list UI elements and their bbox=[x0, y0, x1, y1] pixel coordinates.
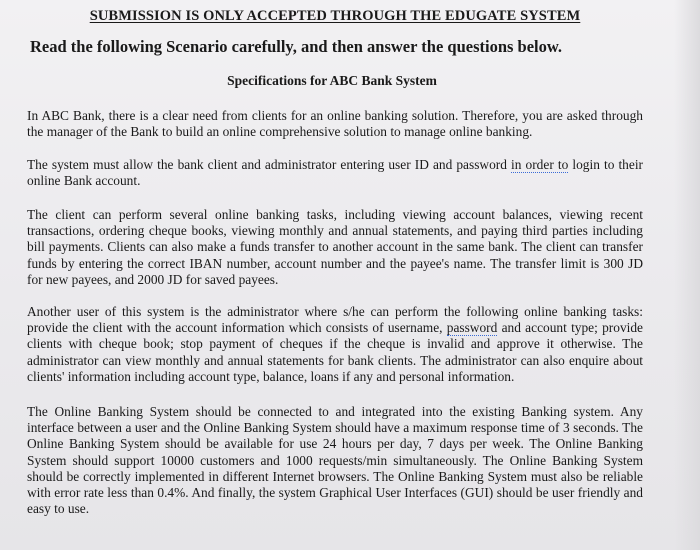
photo-edge-shadow bbox=[674, 0, 700, 550]
admin-text-end: and account type; provide clients with cheque book; stop payment of cheques if the cheque is invalid and approve it otherwise. The administrator can view monthly and annual statements for bank clients. The administrator can also enquire about clients' information including account type, balance, loans if any and personal information. bbox=[27, 320, 644, 384]
specifications-title: Specifications for ABC Bank System bbox=[227, 73, 437, 88]
paragraph-need: In ABC Bank, there is a clear need from clients for an online banking solution. Therefore, you are asked through the manager of the Bank to build an online comprehensive solution to manage online banking. bbox=[27, 108, 643, 140]
spellcheck-underline-word: password bbox=[446, 320, 498, 336]
instructions-heading: Read the following Scenario carefully, and then answer the questions below. bbox=[30, 37, 563, 56]
login-text-start: The system must allow the bank client and administrator entering user ID and password bbox=[27, 157, 512, 172]
paragraph-requirements: The Online Banking System should be connected to and integrated into the existing Banking system. Any interface between a user and the Online Banking System should have a maximum response time of 3 seconds. The Online Banking System should be available for use 24 hours per day, 7 days per week. The Online Banking System should support 10000 customers and 1000 requests/min simultaneously. The Online Banking System should be correctly implemented in different Internet browsers. The Online Banking System must also be reliable with error rate less than 0.4%. And finally, the system Graphical User Interfaces (GUI) should be user friendly and easy to use. bbox=[27, 404, 643, 517]
login-text-end: login to their online Bank account. bbox=[27, 157, 644, 189]
paragraph-login bbox=[27, 157, 643, 189]
spellcheck-underline-phrase: in order to bbox=[511, 157, 569, 172]
paragraph-admin-tasks bbox=[27, 304, 643, 385]
submission-notice: SUBMISSION IS ONLY ACCEPTED THROUGH THE EDUGATE SYSTEM bbox=[89, 8, 581, 24]
paragraph-client-tasks: The client can perform several online banking tasks, including viewing account balances, viewing recent transactions, ordering cheque books, viewing monthly and annual statements, and paying third parties including bill payments. Clients can also make a funds transfer to another account in the same bank. The client can transfer funds by entering the correct IBAN number, account number and the payee's name. The transfer limit is 300 JD for new payees, and 2000 JD for saved payees. bbox=[27, 207, 643, 287]
admin-text-start: Another user of this system is the administrator where s/he can perform the following online banking tasks: provide the client with the account information which consists of username, bbox=[27, 304, 643, 336]
